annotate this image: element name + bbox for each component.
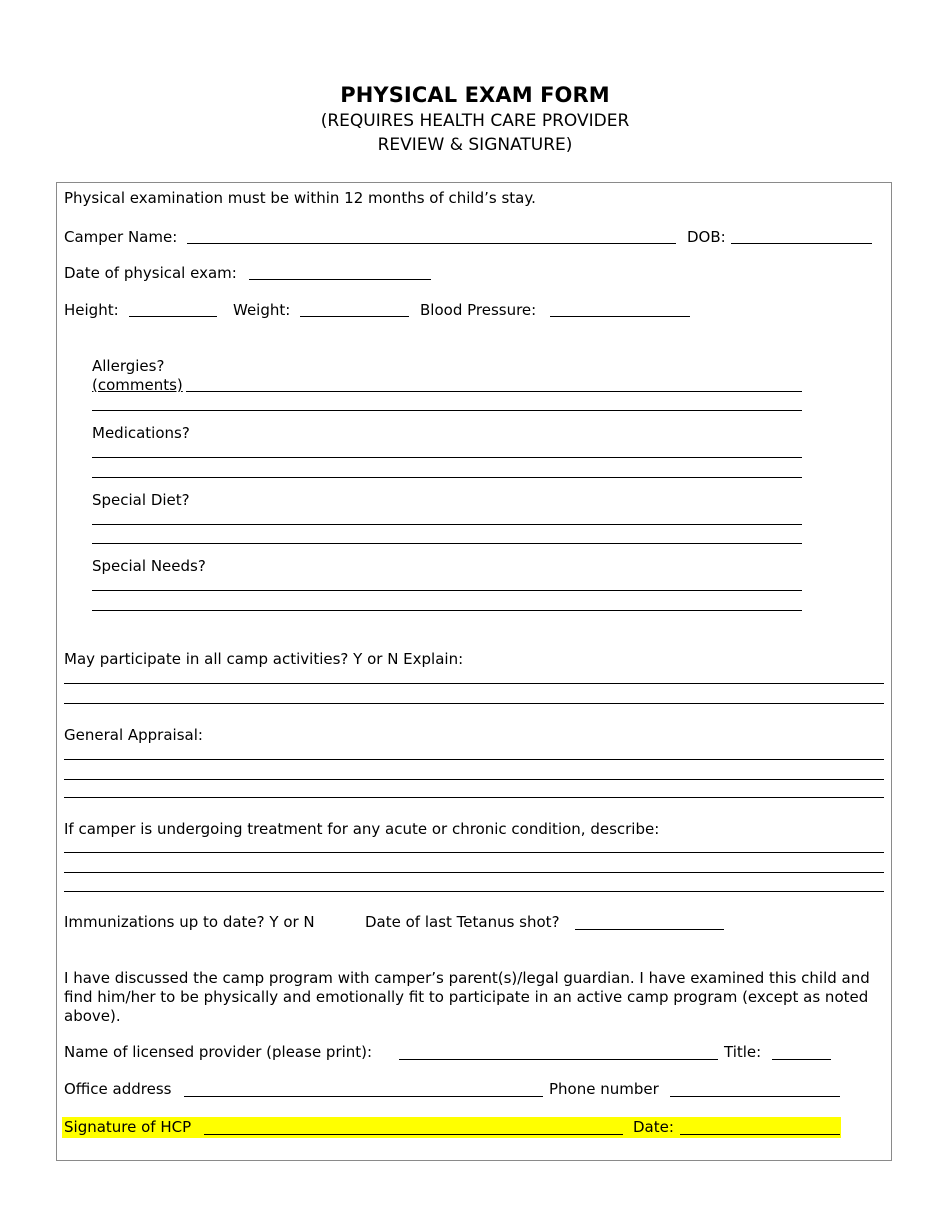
medications-field-line-2[interactable] [92, 477, 802, 478]
phone-field[interactable] [670, 1096, 840, 1097]
allergies-label: Allergies? [92, 357, 165, 375]
form-title: PHYSICAL EXAM FORM [340, 83, 610, 107]
blood-pressure-field[interactable] [550, 316, 690, 317]
form-subtitle-line2: REVIEW & SIGNATURE) [377, 135, 573, 155]
allergies-field-line-2[interactable] [92, 410, 802, 411]
provider-name-field[interactable] [399, 1059, 718, 1060]
treatment-field-line-1[interactable] [64, 852, 884, 853]
exam-date-label: Date of physical exam: [64, 264, 237, 282]
camper-name-label: Camper Name: [64, 228, 178, 246]
title-label: Title: [724, 1043, 762, 1061]
general-appraisal-field-line-2[interactable] [64, 779, 884, 780]
signature-date-field[interactable] [680, 1134, 840, 1135]
medications-label: Medications? [92, 424, 190, 442]
weight-field[interactable] [300, 316, 409, 317]
intro-text: Physical examination must be within 12 months of child’s stay. [64, 189, 536, 207]
participate-label: May participate in all camp activities? Y or N Explain: [64, 650, 464, 668]
allergies-comments-label: (comments) [92, 376, 183, 394]
special-diet-label: Special Diet? [92, 491, 190, 509]
provider-name-label: Name of licensed provider (please print): [64, 1043, 373, 1061]
dob-label: DOB: [687, 228, 726, 246]
signature-field[interactable] [204, 1134, 623, 1135]
participate-field-line-2[interactable] [64, 703, 884, 704]
exam-date-field[interactable] [249, 279, 431, 280]
tetanus-date-field[interactable] [575, 929, 724, 930]
tetanus-label: Date of last Tetanus shot? [365, 913, 560, 931]
signature-date-label: Date: [633, 1118, 674, 1136]
title-field[interactable] [772, 1059, 831, 1060]
signature-label: Signature of HCP [64, 1118, 192, 1136]
immunizations-label: Immunizations up to date? Y or N [64, 913, 315, 931]
special-needs-field-line-2[interactable] [92, 610, 802, 611]
height-field[interactable] [129, 316, 217, 317]
allergies-field-line-1[interactable] [186, 391, 802, 392]
treatment-field-line-2[interactable] [64, 872, 884, 873]
general-appraisal-label: General Appraisal: [64, 726, 203, 744]
special-needs-label: Special Needs? [92, 557, 206, 575]
weight-label: Weight: [233, 301, 291, 319]
medications-field-line-1[interactable] [92, 457, 802, 458]
general-appraisal-field-line-1[interactable] [64, 759, 884, 760]
office-address-field[interactable] [184, 1096, 543, 1097]
dob-field[interactable] [731, 243, 872, 244]
general-appraisal-field-line-3[interactable] [64, 797, 884, 798]
blood-pressure-label: Blood Pressure: [420, 301, 537, 319]
treatment-field-line-3[interactable] [64, 891, 884, 892]
office-address-label: Office address [64, 1080, 172, 1098]
treatment-label: If camper is undergoing treatment for any acute or chronic condition, describe: [64, 820, 660, 838]
special-needs-field-line-1[interactable] [92, 590, 802, 591]
phone-label: Phone number [549, 1080, 659, 1098]
participate-field-line-1[interactable] [64, 683, 884, 684]
camper-name-field[interactable] [187, 243, 676, 244]
provider-statement: I have discussed the camp program with camper’s parent(s)/legal guardian. I have examined this child and find him/her to be physically and emotionally fit to participate in an active camp program (except as noted above). [64, 969, 870, 1025]
height-label: Height: [64, 301, 119, 319]
special-diet-field-line-2[interactable] [92, 543, 802, 544]
special-diet-field-line-1[interactable] [92, 524, 802, 525]
form-subtitle-line1: (REQUIRES HEALTH CARE PROVIDER [320, 111, 630, 131]
